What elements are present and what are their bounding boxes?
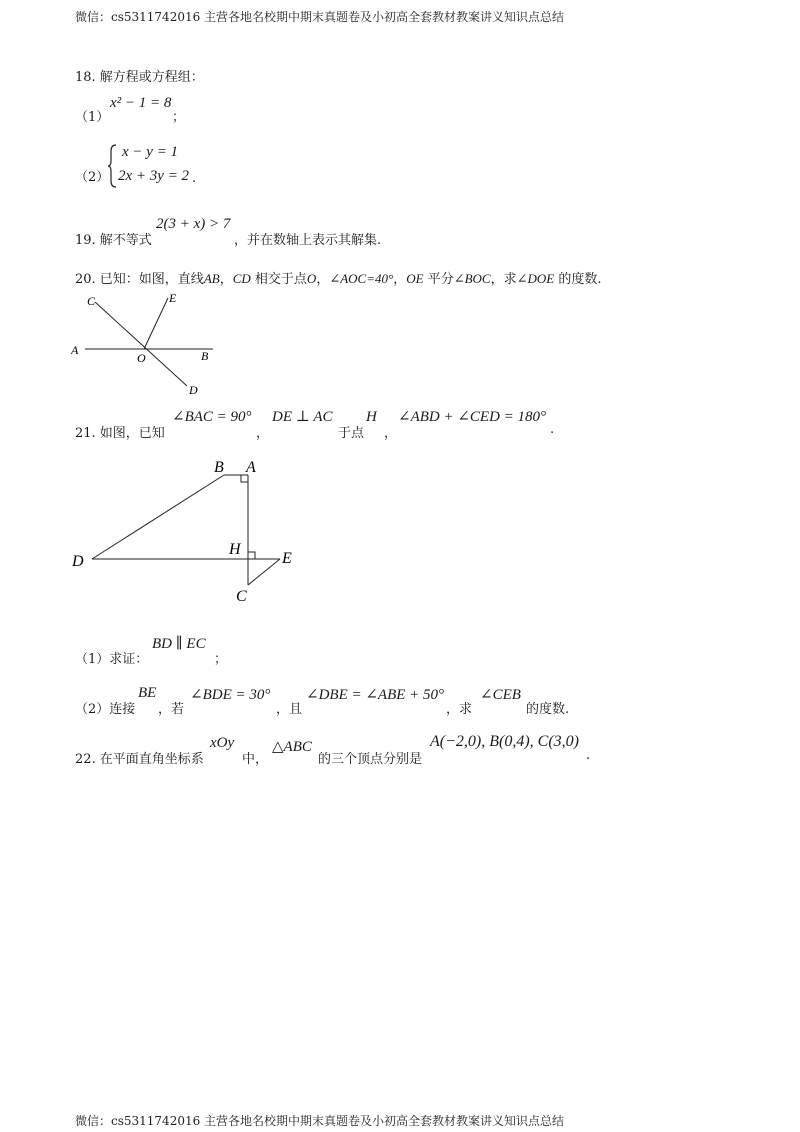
q18-p1-expr: x² − 1 = 8 bbox=[110, 95, 172, 111]
segment-db bbox=[92, 475, 224, 559]
label-c: C bbox=[87, 294, 96, 308]
q21-comma2: ， bbox=[384, 426, 398, 441]
q21-p1-expr: BD ∥ EC bbox=[152, 636, 206, 652]
q21-p2-label: （2）连接 bbox=[75, 702, 136, 717]
q18-p2-label: （2） bbox=[75, 170, 110, 185]
q20-cd: CD bbox=[232, 271, 251, 286]
q21-figure bbox=[68, 455, 308, 605]
q18-p2-line1: x − y = 1 bbox=[122, 144, 179, 160]
q20-angle-boc: ∠BOC bbox=[453, 271, 491, 286]
q19-prefix: 19. 解不等式 bbox=[75, 233, 152, 248]
q21-p2-end: 的度数. bbox=[526, 702, 570, 717]
label-b: B bbox=[214, 459, 224, 476]
label-d: D bbox=[72, 553, 84, 570]
label-b: B bbox=[201, 349, 209, 363]
q21-cond3: ∠ABD + ∠CED = 180° bbox=[398, 409, 547, 425]
q21-p2-ruo: ，若 bbox=[158, 702, 185, 717]
ray-oe bbox=[144, 298, 168, 349]
q22-text: 的三个顶点分别是 bbox=[318, 752, 423, 767]
q20-figure bbox=[65, 290, 225, 400]
q18-p2-end: . bbox=[192, 171, 197, 186]
label-e: E bbox=[169, 291, 177, 305]
q22-zhong: 中， bbox=[242, 752, 269, 767]
q21-p2-qiu: ，求 bbox=[446, 702, 473, 717]
q22-points: A(−2,0), B(0,4), C(3,0) bbox=[430, 733, 579, 750]
q20-text-c: 平分 bbox=[423, 272, 454, 287]
q20-oe: OE bbox=[406, 271, 424, 286]
equation-system-brace bbox=[108, 143, 118, 189]
q19-suffix: ，并在数轴上表示其解集. bbox=[234, 233, 382, 248]
label-o: O bbox=[137, 351, 146, 365]
label-a: A bbox=[71, 343, 79, 357]
q21-p2-line bbox=[75, 698, 135, 717]
q21-p2-cond2: ∠DBE = ∠ABE + 50° bbox=[306, 687, 445, 703]
q21-p2-qie: ，且 bbox=[276, 702, 303, 717]
label-d: D bbox=[189, 383, 198, 397]
q21-cond2: DE ⊥ AC bbox=[272, 409, 333, 425]
q18-p1-end: ； bbox=[172, 110, 186, 125]
q22-triangle: △ABC bbox=[272, 739, 312, 755]
q21-at-point: 于点 bbox=[338, 426, 365, 441]
q21-p2-cond1: ∠BDE = 30° bbox=[190, 687, 271, 703]
q18-p1-label: （1） bbox=[75, 110, 110, 125]
line-cd bbox=[95, 302, 187, 386]
q20-comma3: ， bbox=[393, 272, 407, 287]
q20-angle-doe: ∠DOE bbox=[516, 271, 555, 286]
q20-text-b: 相交于点 bbox=[250, 272, 307, 287]
q20-ab: AB bbox=[203, 271, 220, 286]
label-e: E bbox=[282, 550, 292, 567]
q19-expr: 2(3 + x) > 7 bbox=[156, 216, 231, 232]
q22-end: . bbox=[586, 748, 591, 763]
page-footer: 微信：cs5311742016 主营各地名校期中期末真题卷及小初高全套教材教案讲义知识点总结 bbox=[75, 1114, 565, 1128]
q20-o: O bbox=[306, 271, 317, 286]
q21-h: H bbox=[366, 409, 377, 425]
q21-p1-end: ； bbox=[214, 652, 228, 667]
q20-comma1: ， bbox=[219, 272, 233, 287]
q21-p2-target: ∠CEB bbox=[480, 687, 521, 703]
right-angle-mark-h bbox=[248, 552, 255, 559]
q20-angle-given: ∠AOC=40° bbox=[329, 271, 394, 286]
q21-comma1: ， bbox=[256, 426, 270, 441]
q21-cond1: ∠BAC = 90° bbox=[172, 409, 252, 425]
page-header: 微信：cs5311742016 主营各地名校期中期末真题卷及小初高全套教材教案讲义知识点总结 bbox=[75, 10, 565, 24]
q20-comma2: ， bbox=[316, 272, 330, 287]
label-a: A bbox=[246, 459, 256, 476]
q21-p1-label: （1）求证： bbox=[75, 652, 149, 667]
q20-statement bbox=[75, 268, 602, 287]
q21-prefix: 21. 如图，已知 bbox=[75, 426, 165, 441]
q20-text-e: 的度数. bbox=[554, 272, 602, 287]
q18-title: 18. 解方程或方程组： bbox=[75, 70, 204, 85]
q20-text-d: ，求 bbox=[490, 272, 517, 287]
q22-prefix: 22. 在平面直角坐标系 bbox=[75, 752, 204, 767]
right-angle-mark-a bbox=[241, 475, 248, 482]
q22-system: xOy bbox=[210, 735, 235, 751]
segment-ec bbox=[248, 559, 280, 585]
q21-p2-be: BE bbox=[138, 685, 157, 701]
q20-text-a: 20. 已知：如图，直线 bbox=[75, 272, 204, 287]
label-h: H bbox=[229, 541, 241, 558]
q18-p2-line2: 2x + 3y = 2 bbox=[118, 168, 190, 184]
q21-end: . bbox=[550, 422, 555, 437]
label-c: C bbox=[236, 588, 247, 605]
